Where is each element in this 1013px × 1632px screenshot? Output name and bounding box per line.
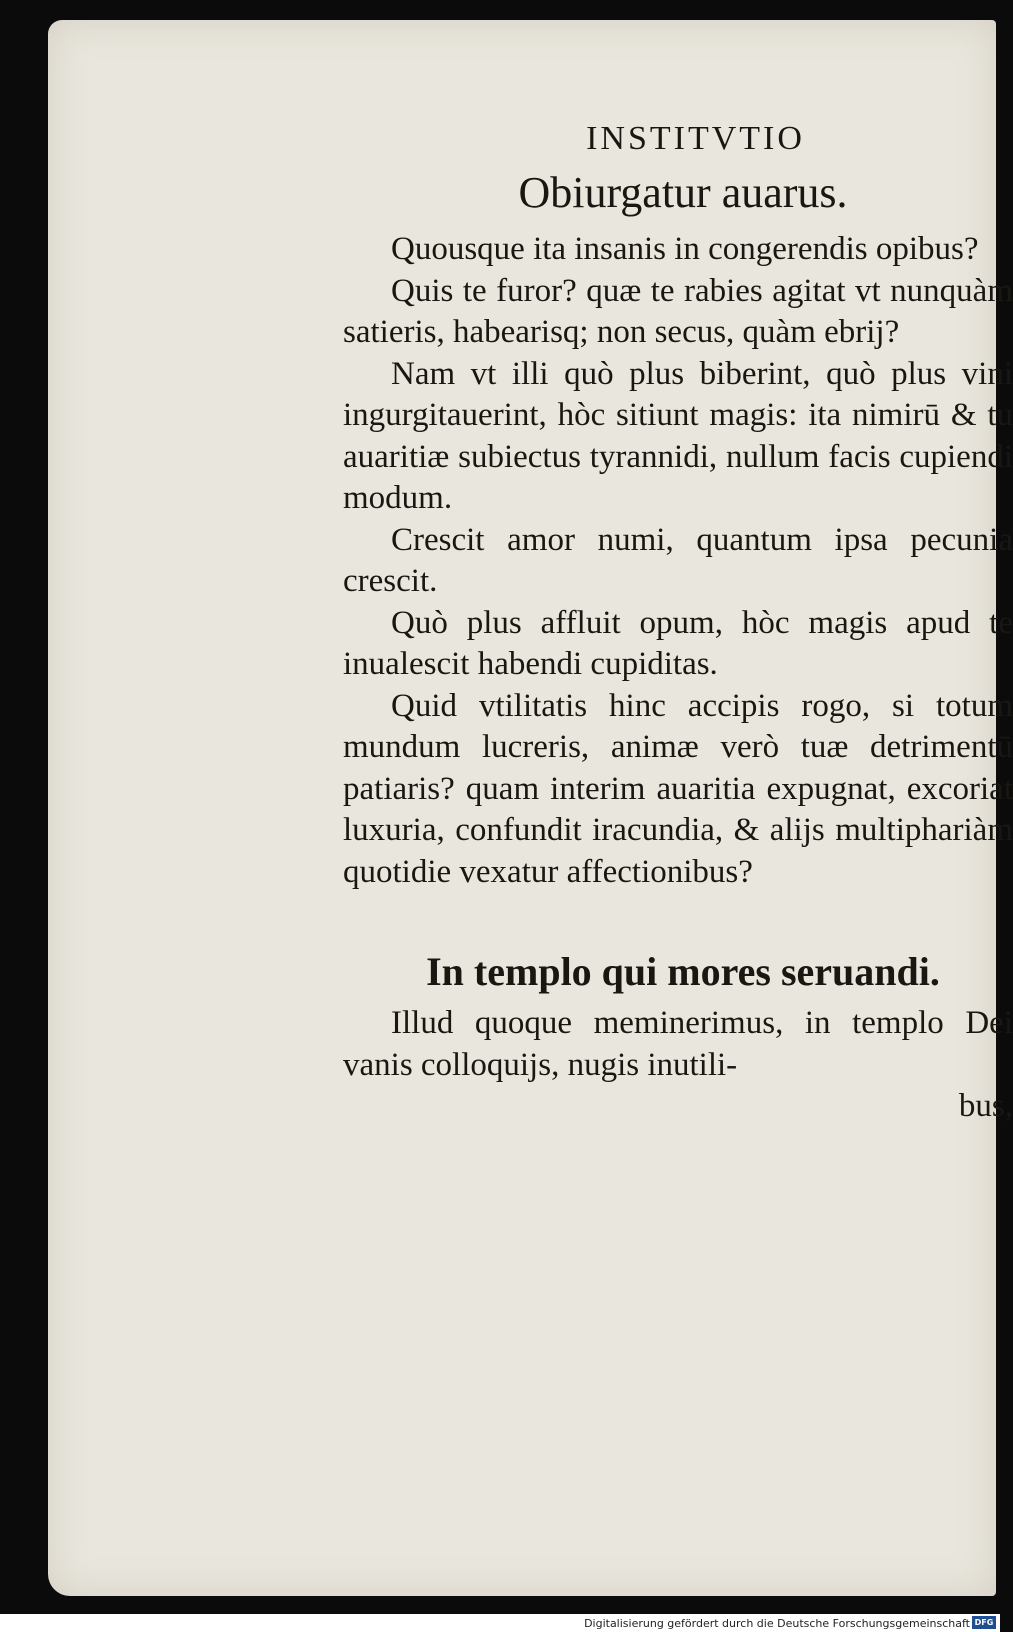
section-title: Obiurgatur auarus.	[518, 168, 848, 217]
paragraph: Nam vt illi quò plus biberint, quò plus vini ingurgitauerint, hòc sitiunt magis: ita nimirū & tu auaritiæ subiectus tyrannidi, nullum facis cupiendi modum.	[343, 355, 1013, 516]
book-page	[48, 20, 1013, 1596]
dfg-logo: DFG	[972, 1616, 996, 1629]
paragraph: Quis te furor? quæ te rabies agitat vt nunquàm satieris, habearisq; non secus, quàm ebrij?	[343, 272, 1013, 350]
text-block	[343, 115, 1013, 1126]
catchword: bus,	[958, 1088, 1013, 1124]
running-head: INSTITVTIO	[586, 120, 805, 157]
paragraph: Crescit amor numi, quantum ipsa pecunia crescit.	[343, 521, 1013, 599]
paragraph: Quid vtilitatis hinc accipis rogo, si totum mundum lucreris, animæ verò tuæ detrimentū patiaris? quam interim auaritia expugnat, excoriat luxuria, confundit iracundia, & alijs multiphariàm quotidie vexatur affectionibus?	[343, 687, 1013, 890]
paragraph: Quousque ita insanis in congerendis opibus?	[391, 231, 979, 267]
funding-notice: Digitalisierung gefördert durch die Deutsche Forschungsgemeinschaft	[584, 1617, 970, 1630]
paragraph: Quò plus affluit opum, hòc magis apud te inualescit habendi cupiditas.	[343, 604, 1013, 682]
section-heading: In templo qui mores seruandi.	[426, 949, 940, 994]
paragraph: Illud quoque meminerimus, in templo Dei vanis colloquijs, nugis inutili-	[343, 1005, 1013, 1083]
